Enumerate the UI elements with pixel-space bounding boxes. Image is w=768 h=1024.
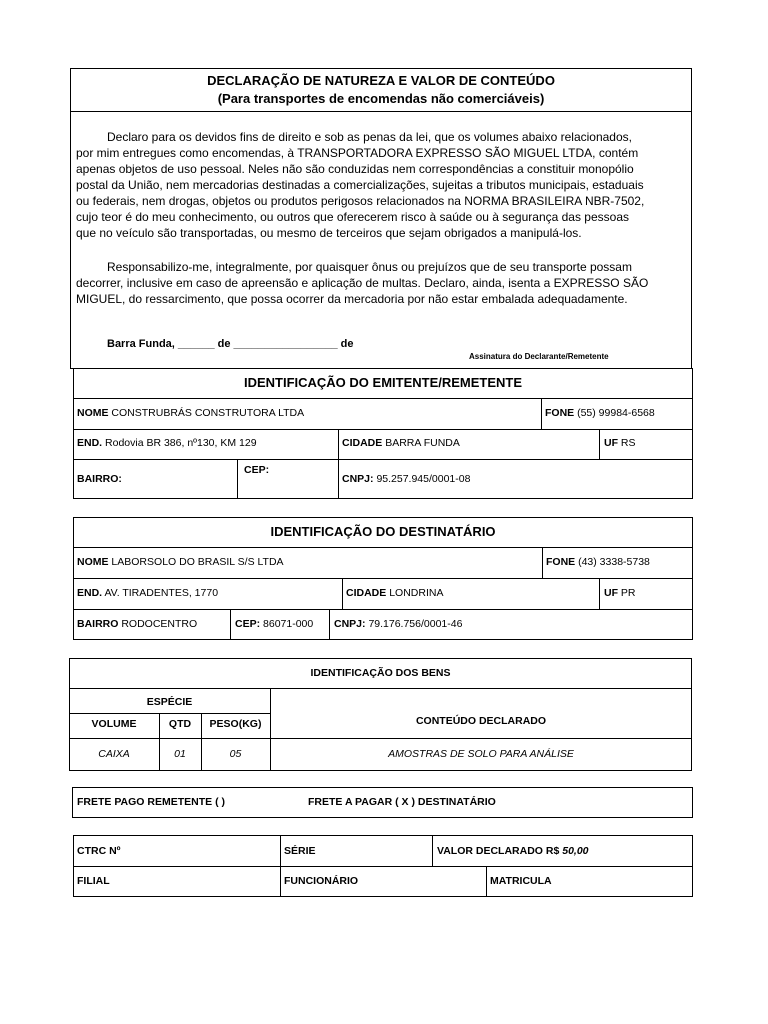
- goods-row-peso: 05: [229, 748, 242, 760]
- recipient-uf-label: UF: [604, 587, 618, 599]
- p1-line: cujo teor é do meu conhecimento, ou outros que oferecerem risco à saúde ou à segurança das pessoas: [76, 210, 630, 224]
- footer-valor: [437, 845, 589, 857]
- recipient-bairro-value: RODOCENTRO: [121, 618, 198, 630]
- declaration-title: DECLARAÇÃO DE NATUREZA E VALOR DE CONTEÚDO: [207, 73, 555, 88]
- declaration-paragraph-1: [76, 129, 692, 241]
- p2-line: Responsabilizo-me, integralmente, por quaisquer ônus ou prejuízos que de seu transporte possam: [107, 260, 632, 274]
- sender-fone-label: FONE: [545, 407, 575, 419]
- footer-filial-label: FILIAL: [77, 875, 110, 887]
- sender-cnpj: [342, 473, 470, 485]
- sender-cnpj-label: CNPJ:: [342, 473, 374, 485]
- p1-line: apenas objetos de uso pessoal. Neles não são conduzidas nem correspondências a constituir monopólio: [76, 162, 634, 176]
- p1-line: por mim entregues como encomendas, à TRANSPORTADORA EXPRESSO SÃO MIGUEL LTDA, contém: [76, 146, 639, 160]
- p2-line: decorrer, inclusive em caso de apreensão e aplicação de multas. Declaro, ainda, isenta a EXPRESSO SÃO: [76, 276, 649, 290]
- goods-col-volume: VOLUME: [91, 718, 137, 730]
- sender-header: IDENTIFICAÇÃO DO EMITENTE/REMETENTE: [243, 375, 523, 390]
- goods-col-peso: PESO(KG): [209, 718, 262, 730]
- recipient-uf-value: PR: [620, 587, 636, 599]
- declaration-paragraph-2: [76, 259, 692, 307]
- goods-especie-label: ESPÉCIE: [146, 696, 193, 708]
- sender-nome-value: CONSTRUBRÁS CONSTRUTORA LTDA: [111, 407, 305, 419]
- recipient-end-label: END.: [77, 587, 103, 599]
- signature-label: Assinatura do Declarante/Remetente: [469, 352, 609, 361]
- sender-cnpj-value: 95.257.945/0001-08: [376, 473, 471, 485]
- footer-matricula-label: MATRICULA: [490, 875, 552, 887]
- sender-fone: [545, 407, 655, 419]
- sender-bairro-label: BAIRRO:: [77, 473, 122, 485]
- recipient-cidade: [346, 587, 443, 599]
- recipient-bairro: [77, 618, 197, 630]
- goods-conteudo-label: CONTEÚDO DECLARADO: [415, 715, 547, 727]
- p2-line: MIGUEL, do ressarcimento, que possa ocorrer da mercadoria por não estar embalada adequadamente.: [76, 292, 628, 306]
- place-date-line: Barra Funda, ______ de _________________ de: [107, 338, 354, 350]
- footer-valor-label: VALOR DECLARADO R$: [437, 845, 560, 857]
- p1-line: ou federais, nem drogas, objetos ou produtos perigosos relacionados na NORMA BRASILEIRA NBR-7502,: [76, 194, 645, 208]
- goods-row-conteudo: AMOSTRAS DE SOLO PARA ANÁLISE: [388, 748, 574, 760]
- footer-valor-value: 50,00: [562, 845, 589, 857]
- sender-cep-label: CEP:: [244, 464, 270, 476]
- sender-cidade-label: CIDADE: [342, 437, 383, 449]
- footer-funcionario-label: FUNCIONÁRIO: [284, 875, 359, 887]
- declaration-subtitle: (Para transportes de encomendas não comerciáveis): [217, 91, 545, 106]
- p1-line: que no veículo são transportadas, ou mesmo de terceiros que sejam obrigados a manipulá-los.: [76, 226, 582, 240]
- recipient-nome-label: NOME: [77, 556, 109, 568]
- recipient-fone: [546, 556, 650, 568]
- goods-col-qtd: QTD: [168, 718, 192, 730]
- sender-end-label: END.: [77, 437, 103, 449]
- goods-header: IDENTIFICAÇÃO DOS BENS: [310, 667, 451, 679]
- recipient-nome-value: LABORSOLO DO BRASIL S/S LTDA: [111, 556, 284, 568]
- recipient-end-value: AV. TIRADENTES, 1770: [104, 587, 219, 599]
- declaration-title-divider: [70, 111, 692, 112]
- recipient-fone-label: FONE: [546, 556, 576, 568]
- recipient-cidade-value: LONDRINA: [389, 587, 444, 599]
- sender-nome-label: NOME: [77, 407, 109, 419]
- freight-pago: FRETE PAGO REMETENTE ( ): [77, 796, 225, 808]
- sender-nome: [77, 407, 304, 419]
- sender-uf-value: RS: [620, 437, 636, 449]
- p1-line: postal da União, nem mercadorias destinadas a comercializações, sujeitas a tributos municipais, estaduais: [76, 178, 644, 192]
- sender-end: [77, 437, 257, 449]
- freight-pagar: FRETE A PAGAR ( X ) DESTINATÁRIO: [308, 796, 496, 808]
- recipient-end: [77, 587, 218, 599]
- recipient-cep-label: CEP:: [235, 618, 261, 630]
- recipient-bairro-label: BAIRRO: [77, 618, 119, 630]
- recipient-cep-value: 86071-000: [263, 618, 314, 630]
- sender-uf: [604, 437, 636, 449]
- footer-serie-label: SÉRIE: [284, 845, 316, 857]
- goods-row-volume: CAIXA: [98, 748, 130, 760]
- sender-fone-value: (55) 99984-6568: [577, 407, 655, 419]
- recipient-cnpj: [334, 618, 462, 630]
- recipient-header: IDENTIFICAÇÃO DO DESTINATÁRIO: [270, 524, 496, 539]
- recipient-cidade-label: CIDADE: [346, 587, 387, 599]
- recipient-cnpj-value: 79.176.756/0001-46: [368, 618, 463, 630]
- recipient-cep: [235, 618, 313, 630]
- sender-uf-label: UF: [604, 437, 618, 449]
- recipient-nome: [77, 556, 284, 568]
- recipient-fone-value: (43) 3338-5738: [578, 556, 650, 568]
- sender-cidade: [342, 437, 460, 449]
- recipient-uf: [604, 587, 636, 599]
- p1-line: Declaro para os devidos fins de direito e sob as penas da lei, que os volumes abaixo relacionados,: [107, 130, 632, 144]
- sender-cidade-value: BARRA FUNDA: [385, 437, 460, 449]
- sender-end-value: Rodovia BR 386, nº130, KM 129: [105, 437, 257, 449]
- goods-row-qtd: 01: [174, 748, 186, 760]
- footer-ctrc-label: CTRC Nº: [77, 845, 121, 857]
- recipient-cnpj-label: CNPJ:: [334, 618, 366, 630]
